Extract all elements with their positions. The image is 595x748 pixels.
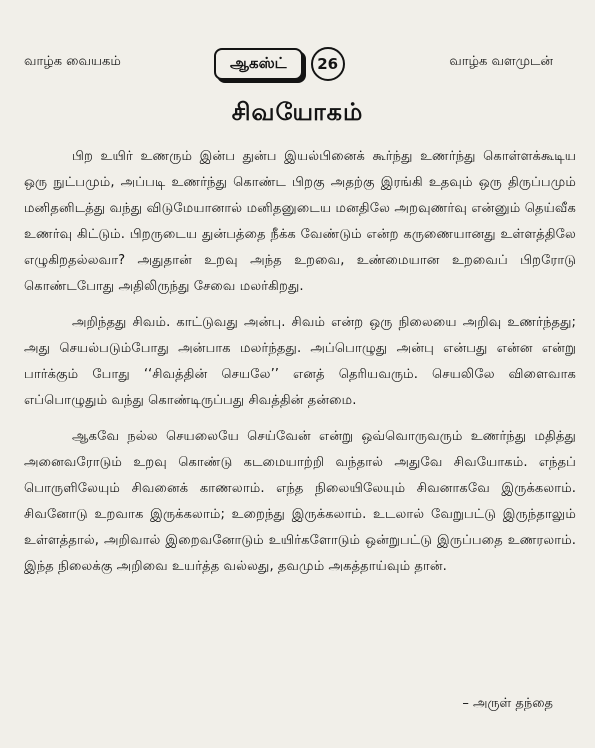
author-signature: – அருள் தந்தை [462,696,553,711]
paragraph-1: பிற உயிர் உணரும் இன்ப துன்ப இயல்பினைக் கூர்ந்து உணர்ந்து கொள்ளக்கூடிய ஒரு நுட்பமும், அப்படி உணர்ந்து கொண்ட பிறகு அதற்கு இரங்கி உதவும் ஒரு திருப்பமும் மனிதனிடத்து வந்து விடுமேயானால் மனிதனுடைய மனதிலே அறவுணர்வு என்னும் தெய்வீக உணர்வு கிட்டும். பிறருடைய துன்பத்தை நீக்க வேண்டும் என்ற கருணையானது உள்ளத்திலே எழுகிறதல்லவா? அதுதான் உறவு அந்த உறவை, உண்மையான உறவைப் பிறரோடு கொண்டபோது அதிலிருந்து சேவை மலர்கிறது. [24,149,576,294]
header-right-motto: வாழ்க வளமுடன் [449,54,553,69]
page-header [0,46,595,90]
page-title: சிவயோகம் [231,98,364,126]
day-number: 26 [311,47,345,81]
paragraph-3: ஆகவே நல்ல செயலையே செய்வேன் என்று ஒவ்வொருவரும் உணர்ந்து மதித்து அனைவரோடும் உறவு கொண்டு கடமையாற்றி வந்தால் அதுவே சிவயோகம். எந்தப் பொருளிலேயும் சிவனைக் காணலாம். எந்த நிலையிலேயும் சிவனாகவே இருக்கலாம். சிவனோடு உறவாக இருக்கலாம்; உறைந்து இருக்கலாம். உடலால் வேறுபட்டு இருந்தாலும் உள்ளத்தால், அறிவால் இறைவனோடும் உயிர்களோடும் ஒன்றுபட்டு இருப்பதை உணரலாம். இந்த நிலைக்கு அறிவை உயர்த்த வல்லது, தவமும் அகத்தாய்வும் தான். [24,429,576,574]
article-body [24,144,576,590]
header-left-motto: வாழ்க வையகம் [24,54,121,69]
date-badge [214,46,378,82]
month-label: ஆகஸ்ட் [214,48,303,80]
paragraph-2: அறிந்தது சிவம். காட்டுவது அன்பு. சிவம் என்ற ஒரு நிலையை அறிவு உணர்ந்தது; அது செயல்படும்போது அன்பாக மலர்ந்தது. அப்பொழுது அன்பு என்பது என்ன என்று பார்க்கும் போது ‘‘சிவத்தின் செயலே’’ எனத் தெரியவரும். செயலிலே விளைவாக எப்பொழுதும் வந்து கொண்டிருப்பது சிவத்தின் தன்மை. [24,315,576,408]
